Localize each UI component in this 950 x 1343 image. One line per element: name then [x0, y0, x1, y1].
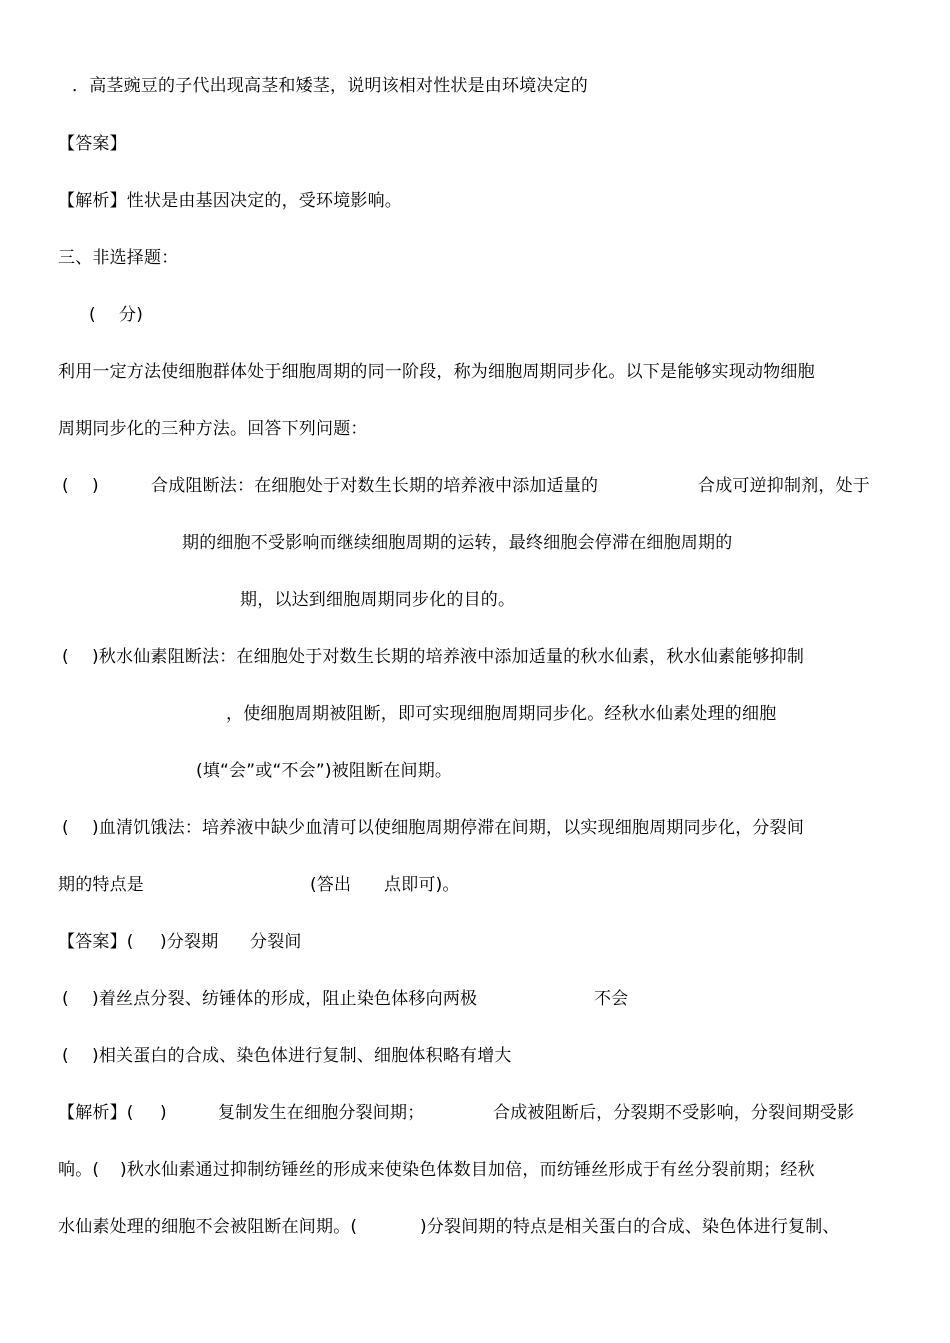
analysis-text: 复制发生在细胞分裂间期；	[218, 1103, 425, 1123]
subq-1-text: 期，以达到细胞周期同步化的目的。	[240, 590, 516, 610]
answer-text: 不会	[594, 989, 629, 1009]
answer-text: )分裂期	[160, 932, 219, 952]
analysis-text: 水仙素处理的细胞不会被阻断在间期。(	[58, 1217, 358, 1237]
subq-3-text: 期的特点是	[58, 875, 144, 895]
question-stem: 周期同步化的三种方法。回答下列问题：	[58, 419, 368, 439]
subq-1-text: 合成可逆抑制剂，处于	[698, 476, 870, 496]
answer-label: 【答案】	[58, 134, 127, 154]
subq-2-text: ，使细胞周期被阻断，即可实现细胞周期同步化。经秋水仙素处理的细胞	[226, 704, 777, 724]
subq-3-text: )血清饥饿法：培养液中缺少血清可以使细胞周期停滞在间期，以实现细胞周期同步化，分裂间	[92, 818, 805, 838]
subq-1-text: 期的细胞不受影响而继续细胞周期的运转，最终细胞会停滞在细胞周期的	[182, 533, 733, 553]
subq-paren-open: (	[62, 476, 69, 496]
subq-paren-open: (	[62, 818, 69, 838]
analysis-label: 【解析】(	[58, 1103, 134, 1123]
analysis-text: 合成被阻断后，分裂期不受影响，分裂间期受影	[493, 1103, 855, 1123]
analysis-text: 响。(	[58, 1160, 100, 1180]
section-heading: 三、非选择题：	[58, 248, 179, 268]
analysis-text: )	[160, 1103, 167, 1123]
subq-2-text: (填“会”或“不会”)被阻断在间期。	[196, 761, 453, 781]
analysis-text: )秋水仙素通过抑制纺锤丝的形成来使染色体数目加倍，而纺锤丝形成于有丝分裂前期；经秋	[120, 1160, 815, 1180]
score-open: (	[89, 305, 96, 325]
answer-text: )相关蛋白的合成、染色体进行复制、细胞体积略有增大	[92, 1046, 512, 1066]
score-close: 分)	[119, 305, 144, 325]
subq-3-text: (答出	[310, 875, 352, 895]
answer-text: )着丝点分裂、纺锤体的形成，阻止染色体移向两极	[92, 989, 478, 1009]
answer-text: 分裂间	[250, 932, 302, 952]
analysis-text: )分裂间期的特点是相关蛋白的合成、染色体进行复制、	[420, 1217, 840, 1237]
statement-d: ．高茎豌豆的子代出现高茎和矮茎，说明该相对性状是由环境决定的	[72, 76, 588, 96]
answer-label: 【答案】(	[58, 932, 134, 952]
subq-3-text: 点即可)。	[384, 875, 460, 895]
text-line	[0, 1215, 840, 1311]
subq-2-text: )秋水仙素阻断法：在细胞处于对数生长期的培养液中添加适量的秋水仙素，秋水仙素能够抑制	[92, 647, 805, 667]
question-stem: 利用一定方法使细胞群体处于细胞周期的同一阶段，称为细胞周期同步化。以下是能够实现动物细胞	[58, 362, 815, 382]
subq-paren-open: (	[62, 647, 69, 667]
subq-1-text: 合成阻断法：在细胞处于对数生长期的培养液中添加适量的	[151, 476, 599, 496]
subq-paren-close: )	[92, 476, 99, 496]
answer-paren-open: (	[62, 1046, 69, 1066]
answer-paren-open: (	[62, 989, 69, 1009]
analysis-text: 【解析】性状是由基因决定的，受环境影响。	[58, 191, 402, 211]
